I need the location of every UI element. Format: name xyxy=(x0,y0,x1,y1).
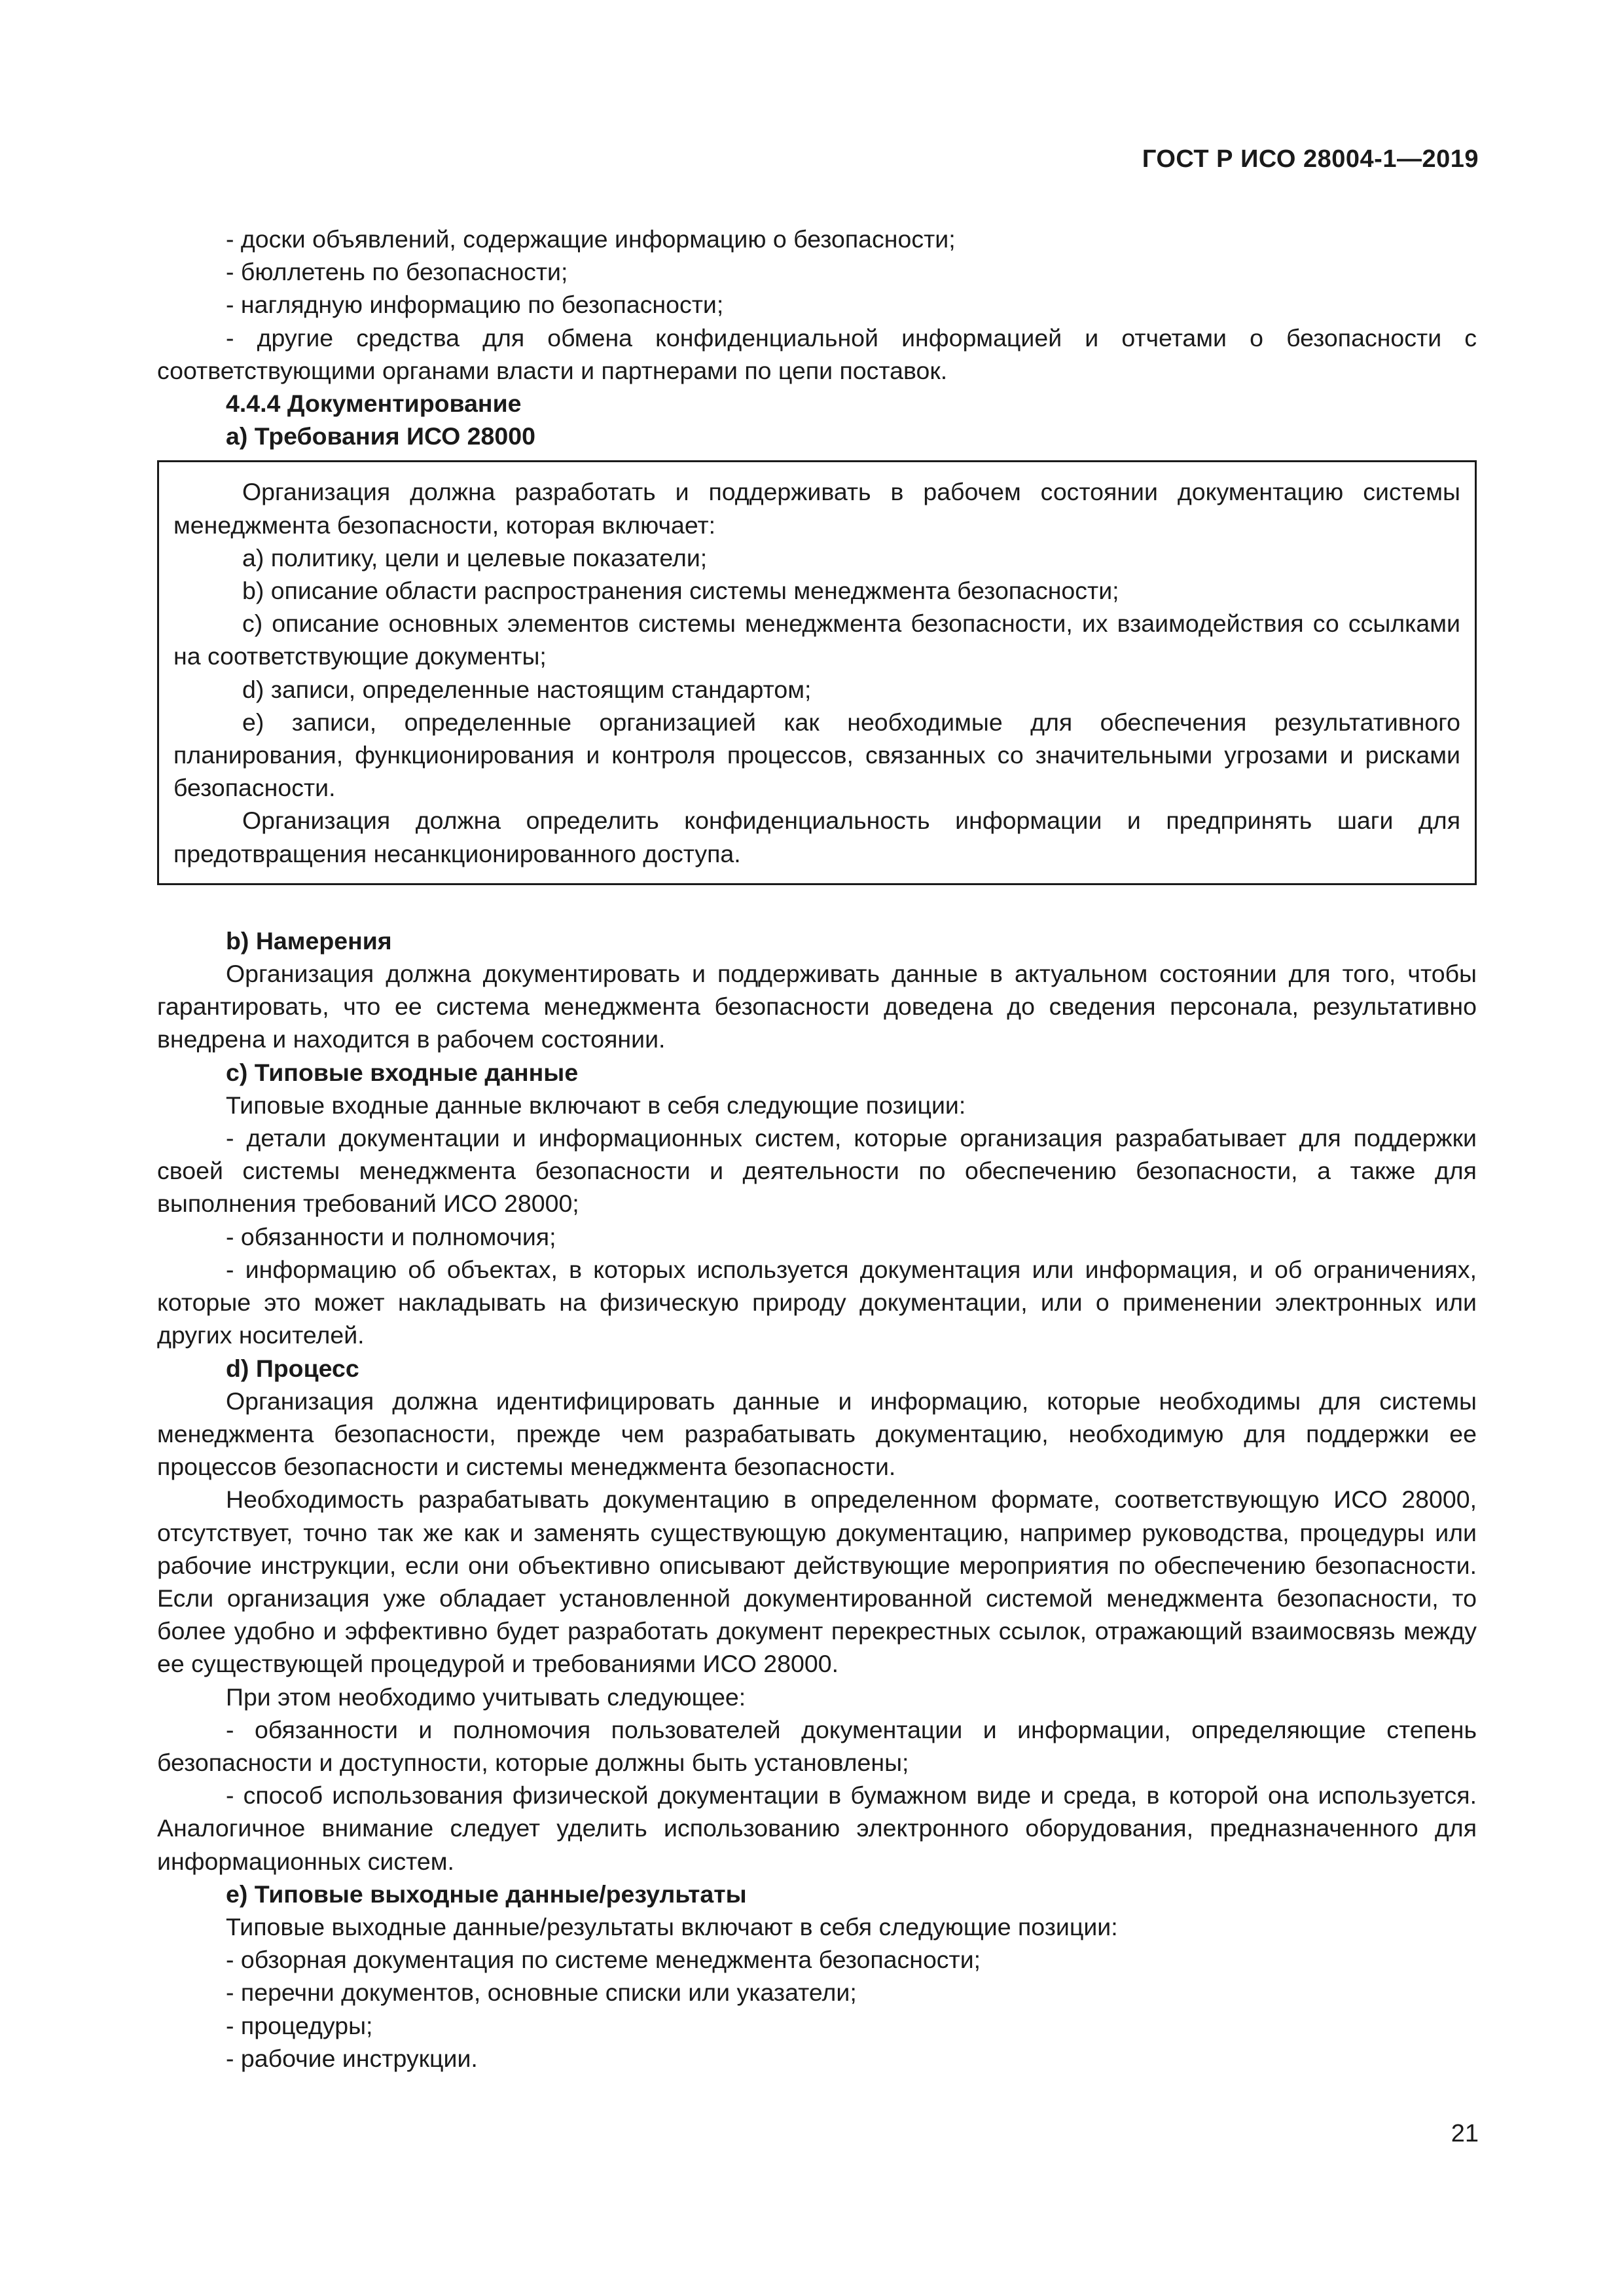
requirements-box xyxy=(157,460,1477,884)
list-item: - обязанности и полномочия пользователей документации и информации, определяющие степень безопасности и доступности, которые должны быть установлены; xyxy=(157,1715,1477,1776)
list-item: - обзорная документация по системе менеджмента безопасности; xyxy=(226,1946,981,1974)
outputs-lead: Типовые выходные данные/результаты включают в себя следующие позиции: xyxy=(226,1912,1118,1941)
list-item: - способ использования физической документации в бумажном виде и среда, в которой она используется. Аналогичное внимание следует уделить использованию электронного оборудования, предназначенного для информационных систем. xyxy=(157,1781,1477,1875)
section-title: 4.4.4 Документирование xyxy=(226,390,522,418)
list-item: - процедуры; xyxy=(226,2011,373,2039)
process-paragraph: При этом необходимо учитывать следующее: xyxy=(226,1683,746,1711)
list-item: - другие средства для обмена конфиденциальной информацией и отчетами о безопасности с соответствующими органами власти и партнерами по цепи поставок. xyxy=(157,323,1477,384)
list-item: - бюллетень по безопасности; xyxy=(226,258,568,286)
box-paragraph: b) описание области распространения системы менеджмента безопасности; xyxy=(242,577,1119,605)
box-paragraph: d) записи, определенные настоящим стандартом; xyxy=(242,675,812,703)
page-content xyxy=(157,223,1477,2075)
requirements-heading: а) Требования ИСО 28000 xyxy=(226,422,535,450)
intent-text: Организация должна документировать и поддерживать данные в актуальном состоянии для того, чтобы гарантировать, что ее система менеджмента безопасности доведена до сведения персонала, результативно внедрена и находится в рабочем состоянии. xyxy=(157,960,1477,1053)
intent-heading: b) Намерения xyxy=(226,926,392,955)
box-paragraph: Организация должна разработать и поддерживать в рабочем состоянии документацию системы менеджмента безопасности, которая включает: xyxy=(173,478,1460,539)
list-item: - перечни документов, основные списки или указатели; xyxy=(226,1978,857,2007)
list-item: - обязанности и полномочия; xyxy=(226,1222,556,1250)
list-item: - доски объявлений, содержащие информацию о безопасности; xyxy=(226,225,956,253)
box-paragraph: а) политику, цели и целевые показатели; xyxy=(242,543,708,572)
process-paragraph: Организация должна идентифицировать данные и информацию, которые необходимы для системы менеджмента безопасности, прежде чем разрабатывать документацию, необходимую для поддержки ее процессов безопасности и системы менеджмента безопасности. xyxy=(157,1387,1477,1481)
inputs-lead: Типовые входные данные включают в себя следующие позиции: xyxy=(226,1091,966,1119)
inputs-heading: c) Типовые входные данные xyxy=(226,1058,579,1086)
list-item: - рабочие инструкции. xyxy=(226,2044,478,2072)
page-number: 21 xyxy=(1451,2120,1479,2147)
list-item: - детали документации и информационных систем, которые организация разрабатывает для поддержки своей системы менеджмента безопасности и деятельности по обеспечению безопасности, а также для выполнения требований ИСО 28000; xyxy=(157,1124,1477,1218)
list-item: - наглядную информацию по безопасности; xyxy=(226,291,724,319)
process-heading: d) Процесс xyxy=(226,1354,359,1382)
box-paragraph: c) описание основных элементов системы менеджмента безопасности, их взаимодействия со ссылками на соответствующие документы; xyxy=(173,610,1460,670)
outputs-heading: e) Типовые выходные данные/результаты xyxy=(226,1880,747,1908)
box-paragraph: e) записи, определенные организацией как необходимые для обеспечения результативного планирования, функционирования и контроля процессов, связанных со значительными угрозами и рисками безопасности. xyxy=(173,708,1460,802)
box-paragraph: Организация должна определить конфиденциальность информации и предпринять шаги для предотвращения несанкционированного доступа. xyxy=(173,807,1460,867)
process-paragraph: Необходимость разрабатывать документацию в определенном формате, соответствующую ИСО 28000, отсутствует, точно так же как и заменять существующую документацию, например руководства, процедуры или рабочие инструкции, если они объективно описывают действующие мероприятия по обеспечению безопасности. Если организация уже обладает установленной документированной системой менеджмента безопасности, то более удобно и эффективно будет разработать документ перекрестных ссылок, отражающий взаимосвязь между ее существующей процедурой и требованиями ИСО 28000. xyxy=(157,1485,1477,1678)
document-code-header: ГОСТ Р ИСО 28004-1—2019 xyxy=(1142,145,1479,173)
list-item: - информацию об объектах, в которых используется документация или информация, и об ограничениях, которые это может накладывать на физическую природу документации, или о применении электронных или других носителей. xyxy=(157,1255,1477,1349)
